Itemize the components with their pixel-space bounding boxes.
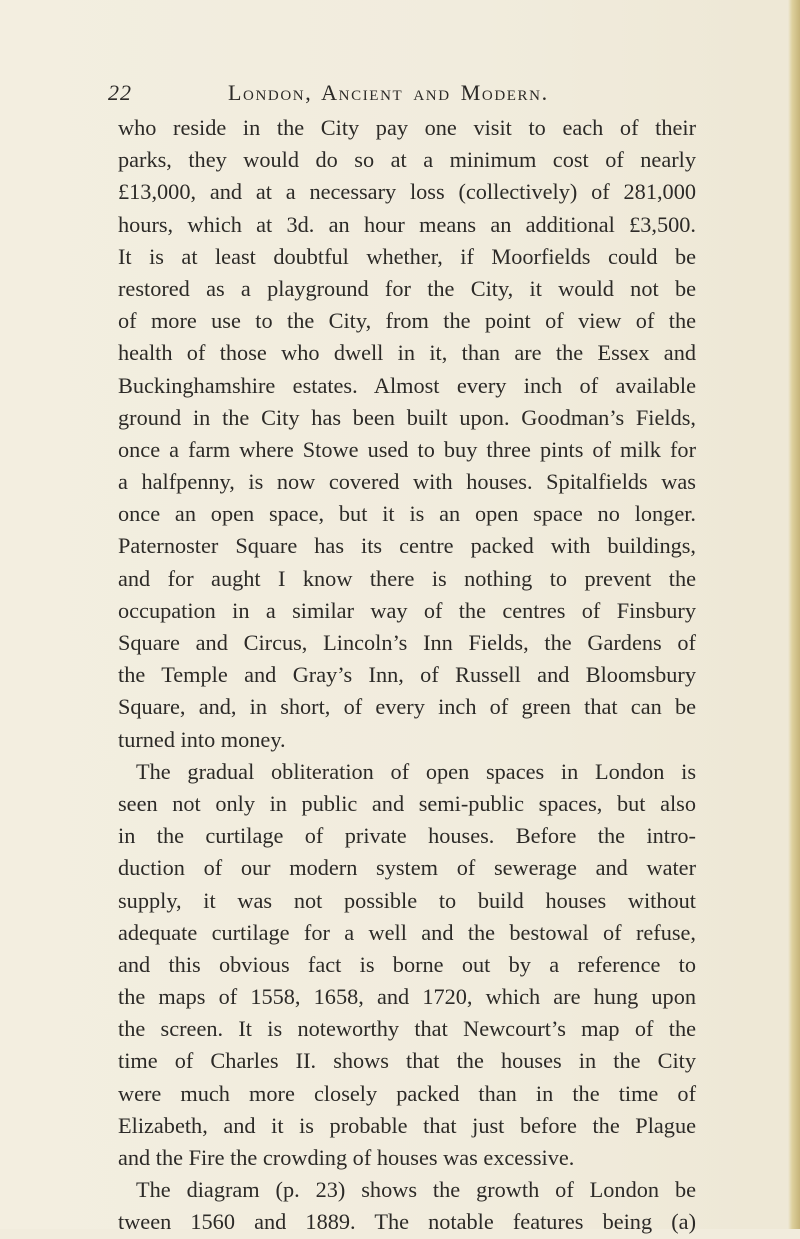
text-line: The diagram (p. 23) shows the growth of London be: [136, 1177, 696, 1203]
page-number: 22: [108, 80, 132, 105]
text-line: Elizabeth, and it is probable that just before the Plague: [118, 1112, 696, 1138]
text-line: ground in the City has been built upon. Goodman’s Fields,: [118, 404, 696, 430]
text-line: adequate curtilage for a well and the bestowal of refuse,: [118, 919, 696, 945]
text-line: restored as a playground for the City, it would not be: [118, 275, 696, 301]
text-line: were much more closely packed than in the time of: [118, 1080, 696, 1106]
text-line: seen not only in public and semi-public spaces, but also: [118, 790, 696, 816]
text-line: the screen. It is noteworthy that Newcourt’s map of the: [118, 1016, 696, 1042]
text-line: Paternoster Square has its centre packed with buildings,: [118, 533, 696, 559]
text-line: Square and Circus, Lincoln’s Inn Fields, the Gardens of: [118, 630, 696, 655]
text-line: supply, it was not possible to build houses without: [118, 887, 696, 913]
running-title: London, Ancient and Modern.: [228, 80, 549, 105]
text-line: of more use to the City, from the point of view of the: [118, 308, 696, 334]
text-line: parks, they would do so at a minimum cost of nearly: [118, 147, 696, 173]
text-line: Square, and, in short, of every inch of green that can be: [118, 694, 696, 720]
text-line: and this obvious fact is borne out by a reference to: [118, 951, 696, 977]
text-line: and for aught I know there is nothing to prevent the: [118, 565, 696, 591]
text-line: It is at least doubtful whether, if Moorfields could be: [118, 243, 696, 269]
text-line: occupation in a similar way of the centres of Finsbury: [118, 597, 696, 623]
text-line: and the Fire the crowding of houses was excessive.: [118, 1145, 575, 1170]
text-line: the maps of 1558, 1658, and 1720, which are hung upon: [118, 984, 696, 1010]
text-line: duction of our modern system of sewerage and water: [118, 855, 696, 881]
text-line: health of those who dwell in it, than are the Essex and: [118, 340, 696, 366]
text-line: £13,000, and at a necessary loss (collectively) of 281,000: [118, 179, 696, 205]
text-line: The gradual obliteration of open spaces in London is: [136, 758, 696, 784]
text-line: once a farm where Stowe used to buy three pints of milk for: [118, 436, 696, 462]
running-head: [108, 80, 708, 110]
text-line: Buckinghamshire estates. Almost every inch of available: [118, 372, 696, 398]
text-line: the Temple and Gray’s Inn, of Russell and Bloomsbury: [118, 662, 696, 688]
text-line: hours, which at 3d. an hour means an additional £3,500.: [118, 211, 696, 237]
page-edge: [788, 0, 800, 1229]
text-line: once an open space, but it is an open space no longer.: [118, 501, 696, 527]
text-line: who reside in the City pay one visit to each of their: [118, 115, 696, 140]
body-text: [118, 112, 696, 1239]
text-line: turned into money.: [118, 726, 286, 752]
text-line: tween 1560 and 1889. The notable features being (a): [118, 1209, 696, 1235]
text-line: time of Charles II. shows that the houses in the City: [118, 1048, 696, 1074]
text-line: in the curtilage of private houses. Before the intro-: [118, 823, 696, 849]
text-line: a halfpenny, is now covered with houses. Spitalfields was: [118, 469, 696, 495]
